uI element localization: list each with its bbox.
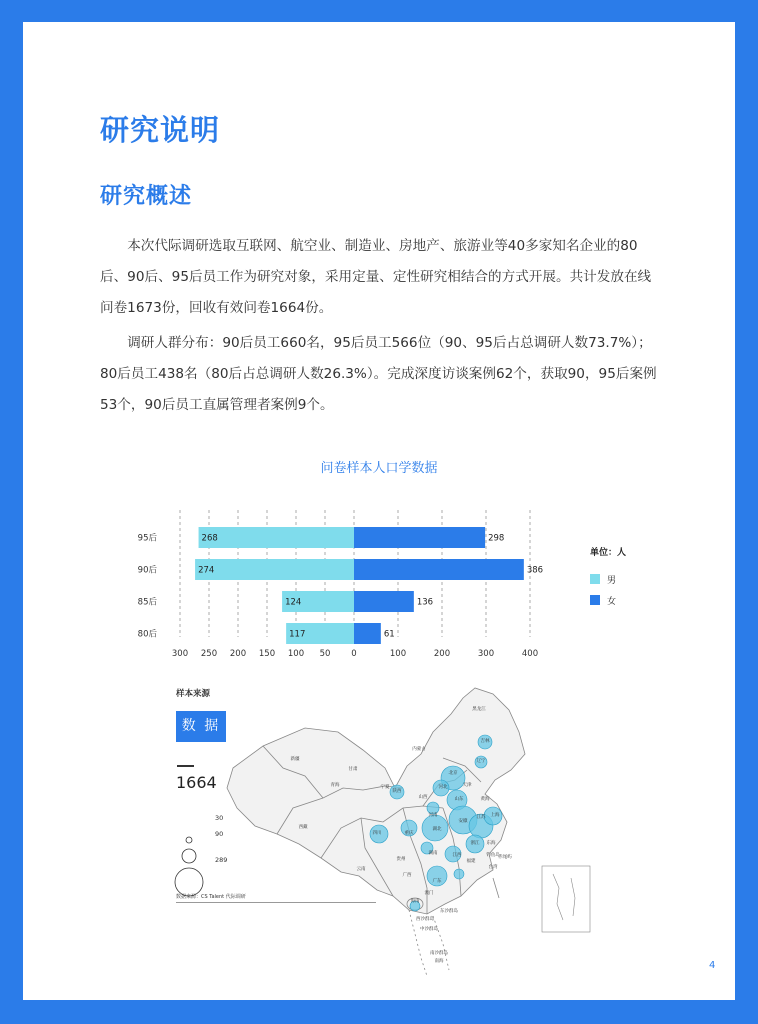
page-title: 研究说明 <box>100 113 221 147</box>
map-region-label: 青海 <box>330 783 340 788</box>
map-region-label: 黄海 <box>480 797 490 802</box>
legend-label-female: 女 <box>607 597 617 607</box>
divider <box>177 765 194 767</box>
map-region-label: 福建 <box>466 859 476 864</box>
map-region-label: 河北 <box>438 785 448 790</box>
bar-female <box>354 591 414 612</box>
map-region-label: 南沙群岛 <box>430 951 448 956</box>
report-page <box>23 22 735 1000</box>
size-legend-label: 30 <box>215 814 224 822</box>
male-value-label: 268 <box>201 533 218 544</box>
china-map <box>23 658 735 978</box>
map-region-label: 山东 <box>454 797 464 802</box>
map-region-label: 赤尾屿 <box>498 855 512 860</box>
map-region-label: 辽宁 <box>476 759 486 764</box>
map-region-label: 安徽 <box>458 819 468 824</box>
x-tick-label: 200 <box>229 649 247 659</box>
x-tick-label: 150 <box>258 649 276 659</box>
map-region-label: 海南 <box>410 899 420 904</box>
map-region-label: 四川 <box>372 831 382 836</box>
x-tick-label: 100 <box>389 649 407 659</box>
total-count: 1664 <box>176 773 217 792</box>
x-tick-label: 300 <box>171 649 189 659</box>
legend-swatch-male <box>590 574 600 584</box>
male-value-label: 117 <box>289 629 306 640</box>
page-number: 4 <box>709 960 716 971</box>
south-sea-inset <box>542 866 590 932</box>
map-region-label: 上海 <box>490 813 500 818</box>
map-region-label: 黑龙江 <box>472 707 486 712</box>
map-region-label: 内蒙古 <box>412 747 426 752</box>
section-title: 研究概述 <box>100 184 193 209</box>
source-divider <box>176 902 376 903</box>
map-region-label: 澳门 <box>424 891 434 896</box>
size-legend-label: 90 <box>215 830 224 838</box>
x-tick-label: 100 <box>287 649 305 659</box>
map-region-label: 钓鱼岛 <box>486 853 500 858</box>
map-region-label: 中沙群岛 <box>420 927 438 932</box>
x-tick-label: 250 <box>200 649 218 659</box>
map-source: 数据来源：CS Talent 代际调研 <box>176 894 246 900</box>
map-region-label: 宁夏 <box>380 785 390 790</box>
map-region-label: 新疆 <box>290 757 300 762</box>
category-label: 90后 <box>137 565 157 576</box>
category-label: 80后 <box>137 629 157 640</box>
data-badge: 数 据 <box>176 711 226 742</box>
map-region-label: 云南 <box>356 867 366 872</box>
overview-paragraph-2: 调研人群分布：90后员工660名，95后员工566位（90、95后占总调研人数73.7%）；80后员工438名（80后占总调研人数26.3%）。完成深度访谈案例62个，获取90，95后案例53个，90后员工直属管理者案例9个。 <box>100 335 657 413</box>
map-region-label: 广东 <box>432 879 442 884</box>
bar-female <box>354 559 524 580</box>
map-region-label: 台湾 <box>488 865 498 870</box>
map-region-label: 东海 <box>486 841 496 846</box>
chart-bars <box>195 527 524 644</box>
male-value-label: 124 <box>285 597 302 608</box>
map-region-label: 贵州 <box>396 857 406 862</box>
x-tick-label: 50 <box>319 649 331 659</box>
bar-male <box>199 527 354 548</box>
category-label: 95后 <box>137 533 157 544</box>
map-region-label: 陕西 <box>392 789 402 794</box>
map-region-label: 山西 <box>418 795 428 800</box>
female-value-label: 136 <box>416 597 434 608</box>
size-legend-label: 289 <box>215 856 228 864</box>
map-region-label: 西藏 <box>298 825 308 830</box>
map-region-label: 江苏 <box>476 815 486 820</box>
x-tick-label: 0 <box>351 649 357 659</box>
map-region-label: 东沙群岛 <box>440 909 458 914</box>
bar-male <box>195 559 354 580</box>
map-region-label: 浙江 <box>470 841 480 846</box>
chart-legend <box>590 546 626 607</box>
map-region-label: 江西 <box>452 853 462 858</box>
x-tick-label: 200 <box>433 649 451 659</box>
map-panel-title: 样本来源 <box>176 689 211 699</box>
legend-swatch-female <box>590 595 600 605</box>
legend-title: 单位：人 <box>590 548 627 558</box>
map-region-label: 南海 <box>434 959 444 964</box>
category-label: 85后 <box>137 597 157 608</box>
bar-female <box>354 527 485 548</box>
map-region-label: 天津 <box>462 783 472 788</box>
demographics-bar-chart <box>23 482 735 672</box>
legend-label-male: 男 <box>607 576 617 586</box>
map-region-label: 吉林 <box>480 739 490 744</box>
female-value-label: 386 <box>526 565 544 576</box>
map-region-label: 广西 <box>402 873 412 878</box>
map-region-label: 北京 <box>448 771 458 776</box>
size-legend <box>175 837 203 896</box>
chart-title: 问卷样本人口学数据 <box>320 461 438 476</box>
overview-paragraph-1: 本次代际调研选取互联网、航空业、制造业、房地产、旅游业等40多家知名企业的80后、90后、95后员工作为研究对象，采用定量、定性研究相结合的方式开展。共计发放在线问卷1673份，回收有效问卷1664份。 <box>100 238 652 316</box>
bar-female <box>354 623 381 644</box>
map-region-label: 湖南 <box>428 851 438 856</box>
female-value-label: 298 <box>488 533 505 544</box>
female-value-label: 61 <box>383 629 395 640</box>
map-region-label: 西沙群岛 <box>416 917 434 922</box>
male-value-label: 274 <box>198 565 215 576</box>
x-tick-label: 300 <box>477 649 495 659</box>
x-tick-label: 400 <box>521 649 539 659</box>
map-region-label: 河南 <box>428 813 438 818</box>
map-region-label: 湖北 <box>432 827 442 832</box>
map-region-label: 甘肃 <box>348 767 358 772</box>
map-region-label: 重庆 <box>404 831 414 836</box>
